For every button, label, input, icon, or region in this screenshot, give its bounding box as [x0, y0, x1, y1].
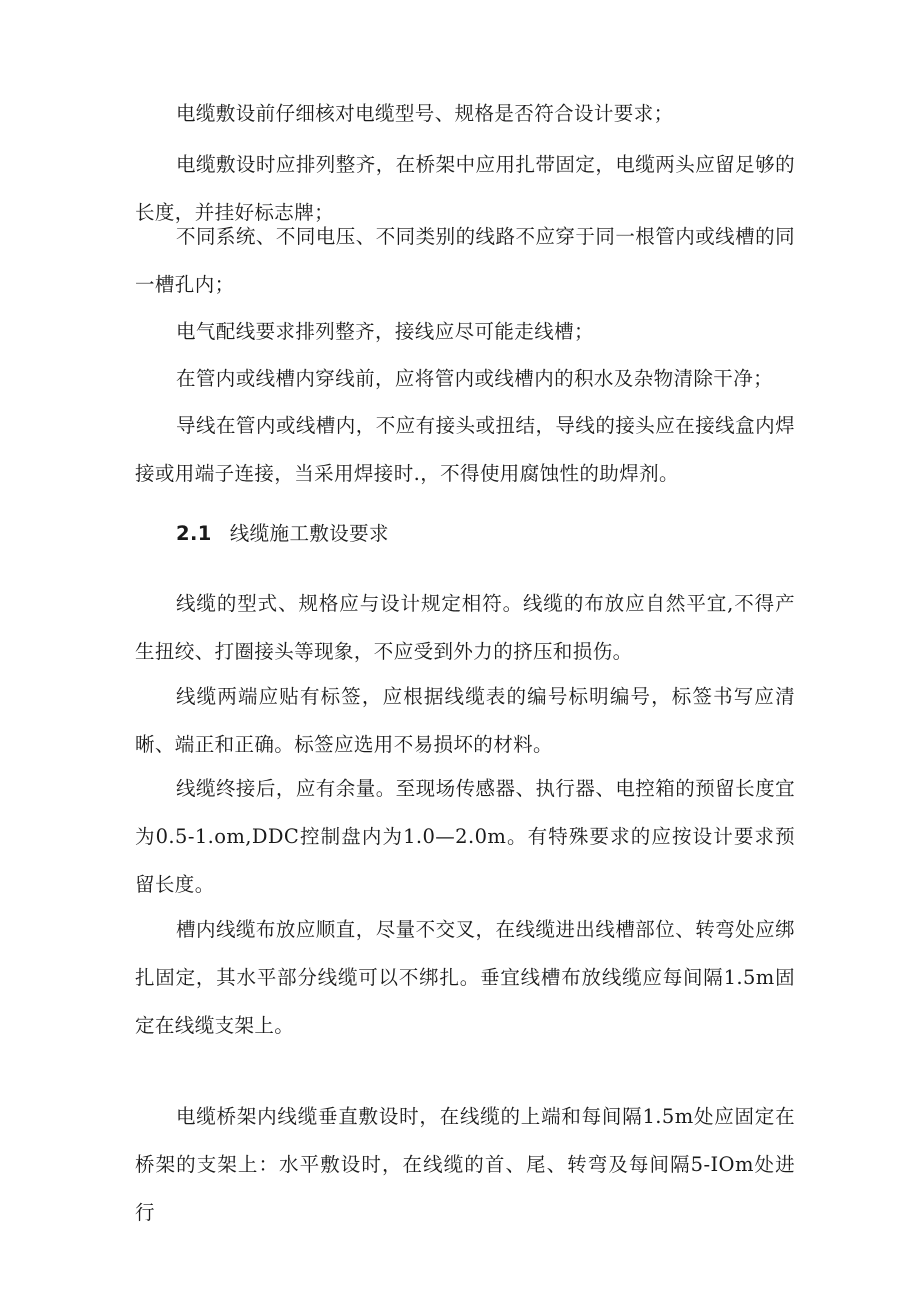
paragraph-separate-conduits: 不同系统、不同电压、不同类别的线路不应穿于同一根管内或线槽的同一槽孔内；: [135, 225, 795, 296]
section-heading: [176, 510, 389, 558]
paragraph-cable-slack: 线缆终接后，应有余量。至现场传感器、执行器、电控箱的预留长度宜为0.5-1.om,DDC控制盘内为1.0—2.0m。有特殊要求的应按设计要求预留长度。: [135, 777, 795, 896]
section-title: 线缆施工敷设要求: [229, 522, 389, 545]
paragraph-cable-laying-arrangement: 电缆敷设时应排列整齐，在桥架中应用扎带固定，电缆两头应留足够的长度，并挂好标志牌；: [135, 153, 795, 224]
paragraph-cable-type-spec: 线缆的型式、规格应与设计规定相符。线缆的布放应自然平宜,不得产生扭绞、打圈接头等现象，不应受到外力的挤压和损伤。: [135, 592, 795, 663]
paragraph-tray-fixing: 电缆桥架内线缆垂直敷设时，在线缆的上端和每间隔1.5m处应固定在桥架的支架上：水平敷设时，在线缆的首、尾、转弯及每间隔5-IOm处进行: [135, 1105, 795, 1224]
paragraph-clean-before-pulling: 在管内或线槽内穿线前，应将管内或线槽内的积水及杂物清除干净；: [176, 367, 774, 390]
paragraph-no-joints: 导线在管内或线槽内，不应有接头或扭结，导线的接头应在接线盒内焊接或用端子连接，当采用焊接时.，不得使用腐蚀性的助焊剂。: [135, 414, 795, 485]
paragraph-cable-labels: 线缆两端应贴有标签，应根据线缆表的编号标明编号，标签书写应清晰、端正和正确。标签应选用不易损坏的材料。: [135, 685, 795, 756]
paragraph-wiring-neat: 电气配线要求排列整齐，接线应尽可能走线槽；: [176, 320, 594, 343]
paragraph-trough-routing: 槽内线缆布放应顺直，尽量不交叉，在线缆进出线槽部位、转弯处应绑扎固定，其水平部分线缆可以不绑扎。垂宜线槽布放线缆应每间隔1.5m固定在线缆支架上。: [135, 918, 795, 1037]
paragraph-cable-model-check: 电缆敷设前仔细核对电缆型号、规格是否符合设计要求；: [176, 102, 674, 125]
section-number: 2.1: [176, 522, 212, 545]
